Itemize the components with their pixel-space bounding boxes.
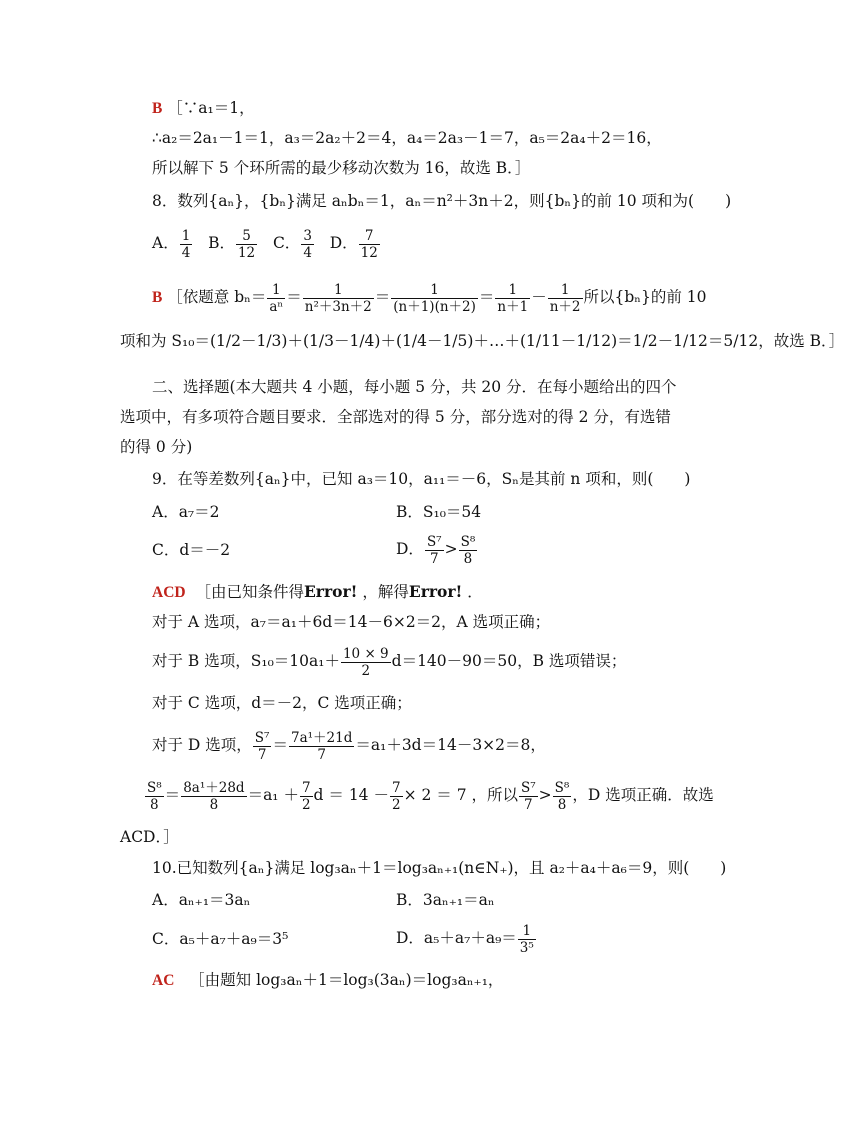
q9-option-d-frac-1 [425, 534, 444, 567]
q9-line-e-frac-5-num: S⁷ [521, 779, 536, 796]
q8-solution-suffix: 所以{bₙ}的前 10 [583, 288, 707, 306]
q7-solution-line-1 [152, 98, 255, 119]
q10-option-a: A．aₙ₊₁＝3aₙ [152, 891, 251, 909]
q9-line-e-frac-6-den: 8 [553, 796, 572, 813]
q9-answer-text-1: ［由已知条件得 [195, 583, 304, 601]
q8-option-a-label: A． [152, 234, 179, 252]
q8-sum-prefix: 项和为 S₁₀＝ [120, 332, 210, 350]
q8-option-b-numerator: 5 [242, 227, 251, 244]
q9-line-b [152, 642, 626, 680]
q8-options [152, 226, 381, 261]
q9-line-d-frac-2 [289, 730, 354, 763]
q8-option-b-fraction [236, 228, 257, 261]
q8-option-a-denominator: 4 [181, 244, 191, 261]
section2-line-1: 二、选择题(本大题共 4 小题，每小题 5 分，共 20 分．在每小题给出的四个 [152, 378, 677, 396]
q9-line-e-frac-3-num: 7 [301, 779, 311, 796]
q9-answer-letters: ACD [152, 584, 186, 601]
q8-frac-3-den: (n＋1)(n＋2) [393, 298, 476, 315]
q9-option-d-frac-2 [459, 534, 478, 567]
section2-line-2: 选项中，有多项符合题目要求．全部选对的得 5 分，部分选对的得 2 分，有选错 [120, 408, 671, 426]
q9-line-d-prefix: 对于 D 选项， [152, 736, 252, 754]
q7-solution-line-3: 所以解下 5 个环所需的最少移动次数为 16，故选 B．］ [152, 159, 531, 177]
q9-line-d: 对于 D 选项， $\frac{\text{S⁷}}{7}$ ＝ $\frac{\text{7a¹＋21d}}{7}$ ＝a₁＋3d＝14－3×2＝8， [152, 729, 546, 763]
q9-line-e-frac-6 [553, 780, 572, 813]
q8-option-d-fraction [359, 228, 380, 261]
q9-answer-text-2: ，解得 [362, 583, 409, 601]
q9-line-e-frac-5 [519, 780, 538, 813]
q8-sum-suffix: ，故选 B．］ [758, 332, 844, 350]
q9-line-e-frac-1-den: 8 [145, 796, 164, 813]
q9-option-d-frac-2-num: S⁸ [460, 533, 476, 550]
q9-line-e-frac-4-num: 7 [391, 779, 401, 796]
q9-error-1: Error! [303, 582, 358, 601]
q9-error-2: Error! [408, 582, 463, 601]
q9-line-e-frac-4 [390, 780, 403, 813]
q9-line-b-suffix: d＝140－90＝50，B 选项错误； [391, 652, 627, 670]
q9-line-a: 对于 A 选项，a₇＝a₁＋6d＝14－6×2＝2，A 选项正确； [152, 613, 551, 631]
q9-option-d: D． $\frac{\text{S⁷}}{7}$ > $\frac{\text{S⁸}}{8}$ [396, 533, 476, 567]
q8-option-c-numerator: 3 [303, 227, 312, 244]
q9-line-e-frac-4-den: 2 [391, 796, 401, 813]
q10-option-c: C．a₅＋a₇＋a₉＝3⁵ [152, 930, 289, 948]
q9-option-a: A．a₇＝2 [152, 503, 220, 521]
q8-option-d [329, 227, 381, 261]
q8-frac-4 [495, 282, 530, 315]
q8-frac-1-num: 1 [271, 281, 281, 298]
q10-option-d-frac-den: 3⁵ [519, 939, 534, 956]
q8-option-c-label: C． [272, 234, 301, 252]
q8-stem: 8．数列{aₙ}，{bₙ}满足 aₙbₙ＝1，aₙ＝n²＋3n＋2，则{bₙ}的前 10 项和为( ) [152, 192, 732, 210]
q8-frac-1-den: aⁿ [269, 298, 284, 315]
q9-option-d-frac-1-den: 7 [425, 550, 444, 567]
q10-option-d-label: D．a₅＋a₇＋a₉＝ [396, 929, 517, 947]
q8-option-a [152, 227, 193, 261]
q9-line-e-mid-3: × 2 ＝ 7 ，所以 [403, 786, 518, 804]
q8-option-b-label: B． [208, 234, 235, 252]
q9-line-b-prefix: 对于 B 选项，S₁₀＝10a₁＋ [152, 652, 340, 670]
q10-option-d-frac-num: 1 [522, 922, 532, 939]
q8-option-b-denominator: 12 [237, 244, 256, 261]
q8-frac-4-den: n＋1 [497, 298, 529, 315]
q7-solution-line-2: ∴a₂＝2a₁－1＝1，a₃＝2a₂＋2＝4，a₄＝2a₃－1＝7，a₅＝2a₄＋2＝16， [152, 129, 662, 147]
q8-option-b [208, 227, 258, 261]
q9-line-e-frac-3-den: 2 [301, 796, 311, 813]
q9-option-c: C．d＝－2 [152, 541, 231, 559]
q9-line-e-frac-2-num: 8a¹＋28d [183, 779, 245, 796]
q8-option-d-numerator: 7 [364, 227, 374, 244]
q9-line-e-frac-2-den: 8 [181, 796, 246, 813]
q10-option-d-frac [518, 923, 536, 956]
q9-option-d-frac-1-num: S⁷ [426, 533, 442, 550]
q10-option-d [396, 919, 537, 957]
q9-option-d-frac-2-den: 8 [459, 550, 478, 567]
q8-option-d-denominator: 12 [360, 244, 378, 261]
q8-option-a-fraction [180, 228, 193, 261]
q9-line-d-suffix: ＝a₁＋3d＝14－3×2＝8， [355, 736, 546, 754]
section2-line-3: 的得 0 分) [120, 438, 193, 456]
q9-line-e-suffix: ，D 选项正确．故选 [572, 786, 714, 804]
q9-line-d-frac-1 [253, 730, 272, 763]
q8-frac-5-den: n＋2 [549, 298, 581, 315]
q10-option-b: B．3aₙ₊₁＝aₙ [396, 891, 495, 909]
q8-frac-4-num: 1 [508, 281, 518, 298]
q9-option-d-label: D． [396, 540, 424, 558]
q8-sum-body: (1/2－1/3)＋(1/3－1/4)＋(1/4－1/5)＋…＋(1/11－1/12)＝1/2－1/12＝5/12 [209, 332, 759, 350]
q9-line-e: $\frac{\text{S⁸}}{8}$ ＝ $\frac{\text{8a¹＋28d}}{8}$ ＝a₁ ＋ $\frac{7}{2}$ d ＝ 14 － $\frac{7}{2}$ × 2 ＝ 7 ，所以 $\frac{\text{S⁷}}{7}$ > $\frac{\text{S⁸}}{8}$ ，D 选项正确．故选 [147, 779, 714, 813]
q8-solution-line-2 [120, 331, 844, 351]
q8-option-c-denominator: 4 [303, 244, 312, 261]
q8-frac-5-num: 1 [560, 281, 570, 298]
q8-frac-2-num: 1 [333, 281, 343, 298]
q8-option-a-numerator: 1 [181, 227, 191, 244]
q9-line-e-frac-5-den: 7 [519, 796, 538, 813]
q10-answer-line [152, 970, 503, 991]
q9-line-d-frac-1-num: S⁷ [254, 729, 270, 746]
q8-option-c-fraction [301, 228, 314, 261]
q8-frac-5 [548, 282, 583, 315]
q9-line-e-frac-1 [145, 780, 164, 813]
q8-solution-line-1: B ［依题意 bₙ＝ $\frac{1}{\text{aⁿ}}$ ＝ $\frac{1}{\text{n²＋3n＋2}}$ ＝ $\frac{1}{(n+1)(n+2)}$ ＝ $\frac{1}{n+1}$ － $\frac{1}{n+2}$ 所以{bₙ}的前 10 [152, 281, 707, 315]
q9-line-b-frac-den: 2 [341, 662, 391, 679]
q10-stem: 10.已知数列{aₙ}满足 log₃aₙ＋1＝log₃aₙ₊₁(n∈N₊)，且 a₂＋a₄＋a₆＝9，则( ) [152, 859, 727, 877]
q9-stem: 9．在等差数列{aₙ}中，已知 a₃＝10，a₁₁＝－6，Sₙ是其前 n 项和，则( ) [152, 470, 691, 488]
q8-frac-1 [267, 282, 285, 315]
q10-answer-letters: AC [152, 972, 175, 989]
q9-line-d-frac-2-den: 7 [289, 746, 354, 763]
q10-solution-text: ［由题知 log₃aₙ＋1＝log₃(3aₙ)＝log₃aₙ₊₁， [189, 971, 504, 989]
q8-frac-2-den: n²＋3n＋2 [304, 298, 372, 315]
q8-frac-2 [303, 282, 374, 315]
q8-solution-prefix: ［依题意 bₙ＝ [167, 288, 267, 306]
q9-line-b-frac [341, 646, 391, 679]
q9-answer-text-3: ． [467, 583, 483, 601]
q8-option-c [272, 227, 315, 261]
q9-line-c: 对于 C 选项，d＝－2，C 选项正确； [152, 694, 412, 712]
q7-answer-letter: B [152, 100, 163, 117]
q7-solution-text-1: ［∵a₁＝1， [167, 99, 255, 117]
q9-line-e-frac-1-num: S⁸ [147, 779, 162, 796]
q9-line-e-frac-3 [300, 780, 313, 813]
q9-line-e-mid-1: ＝a₁ ＋ [247, 786, 299, 804]
q8-answer-letter: B [152, 289, 163, 306]
q9-line-b-frac-num: 10 × 9 [342, 645, 389, 662]
q8-frac-3 [391, 282, 478, 315]
q9-answer-line [152, 582, 483, 603]
q9-line-e-mid-2: d ＝ 14 － [313, 786, 389, 804]
q9-line-d-frac-2-num: 7a¹＋21d [290, 729, 353, 746]
q9-line-d-frac-1-den: 7 [253, 746, 272, 763]
q8-frac-3-num: 1 [430, 281, 439, 298]
q8-option-d-label: D． [329, 234, 358, 252]
q9-line-e-frac-6-num: S⁸ [554, 779, 570, 796]
q9-line-f: ACD．］ [120, 828, 179, 846]
q9-line-e-frac-2 [181, 780, 246, 813]
q9-option-b: B．S₁₀＝54 [396, 503, 482, 521]
